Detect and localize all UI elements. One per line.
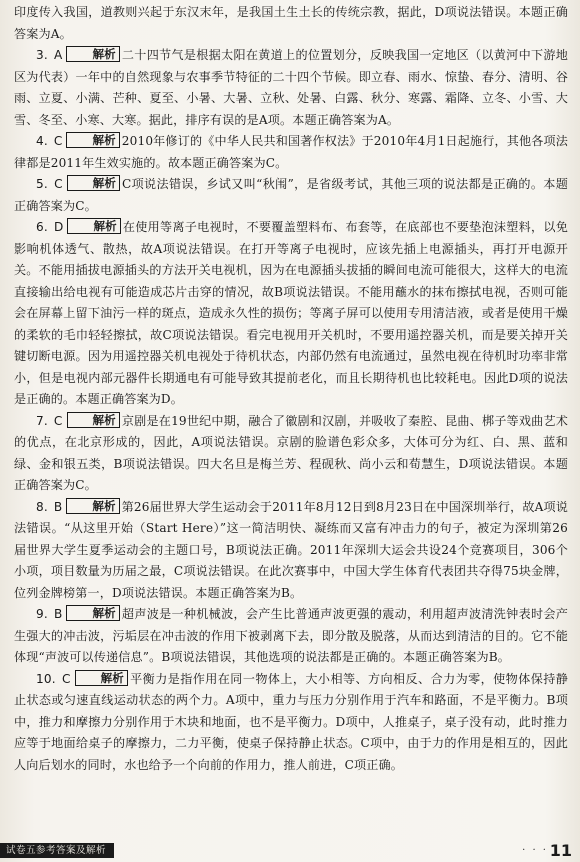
explanation-item xyxy=(14,174,568,217)
explanation-item xyxy=(14,669,568,777)
answer-letter: B xyxy=(53,499,63,514)
question-number: 8. xyxy=(36,499,48,514)
explanation-item xyxy=(14,217,568,411)
explanation-text: 在使用等离子电视时，不要覆盖塑料布、布套等，在底部也不要垫泡沫塑料，以免影响机体透气、散热，故A项说法错误。在打开等离子电视时，应该先插上电源插头，再打开电源开关。不能用插拔电源插头的方法开关电视机，因为在电源插头拔插的瞬间电流可能很大，这样大的电流直接输出给电视有可能造成芯片击穿的情况，故B项说法错误。不能用蘸水的抹布擦拭电视，否则可能会在屏幕上留下油污一样的斑点，造成永久性的损伤；等离子屏可以使用专用清洁液，或者是使用干燥的柔软的毛巾轻轻擦拭，故C项说法错误。看完电视用开关机时，不要用遥控器关机，而是要关掉开关键切断电源。因为用遥控器关机电视处于待机状态，内部仍然有电流通过，虽然电视在待机时功率非常小，但是电视内部元器件长期通电有可能导致其提前老化，而且长期待机也比较耗电。因此D项的说法是正确的。本题正确答案为D。 xyxy=(14,220,568,406)
answer-letter: A xyxy=(54,48,63,62)
analysis-tag: 解析 xyxy=(67,412,120,428)
explanation-text: C项说法错误，乡试又叫“秋闱”，是省级考试，其他三项的说法都是正确的。本题正确答案为C。 xyxy=(14,177,569,213)
answer-letter: D xyxy=(53,220,64,234)
question-number: 6. xyxy=(36,220,48,234)
explanation-item xyxy=(14,131,568,174)
explanation-item xyxy=(14,604,568,669)
continued-paragraph: 印度传入我国，道教则兴起于东汉末年，是我国土生土长的传统宗教，据此，D项说法错误。本题正确答案为A。 xyxy=(14,5,568,41)
page-footer xyxy=(0,836,580,862)
answer-explanations xyxy=(14,2,568,776)
answer-letter: C xyxy=(53,413,63,428)
analysis-tag: 解析 xyxy=(67,175,120,191)
analysis-tag: 解析 xyxy=(66,498,119,514)
answer-letter: C xyxy=(54,177,63,191)
explanation-text: 京剧是在19世纪中期，融合了徽剧和汉剧，并吸收了秦腔、昆曲、梆子等戏曲艺术的优点，在北京形成的，因此，A项说法错误。京剧的脸谱色彩众多，大体可分为红、白、黑、蓝和绿、金和银五类，B项说法错误。四大名旦是梅兰芳、程砚秋、尚小云和荀慧生，D项说法错误。本题正确答案为C。 xyxy=(14,413,568,492)
question-number: 7. xyxy=(36,413,48,428)
question-number: 4. xyxy=(36,134,48,148)
analysis-tag: 解析 xyxy=(66,132,119,148)
footer-section-label: 试卷五参考答案及解析 xyxy=(0,843,114,858)
explanation-text: 二十四节气是根据太阳在黄道上的位置划分，反映我国一定地区（以黄河中下游地区为代表）一年中的自然现象与农事季节特征的二十四个节候。即立春、雨水、惊蛰、春分、清明、谷雨、立夏、小满、芒种、夏至、小暑、大暑、立秋、处暑、白露、秋分、寒露、霜降、立冬、小雪、大雪、冬至、小寒、大寒。据此，排序有误的是A项。本题正确答案为A。 xyxy=(14,48,568,127)
explanation-list xyxy=(14,45,568,776)
answer-letter: C xyxy=(61,671,71,686)
explanation-text: 第26届世界大学生运动会于2011年8月12日到8月23日在中国深圳举行，故A项说法错误。“从这里开始（Start Here）”这一简洁明快、凝练而又富有冲击力的句子，被定为深圳第26届世界大学生夏季运动会的主题口号，B项说法正确。2011年深圳大运会共设24个竞赛项目，306个小项，项目数量为历届之最，C项说法错误。在此次赛事中，中国大学生体育代表团共夺得75块金牌，位列金牌榜第一，D项说法错误。本题正确答案为B。 xyxy=(14,499,568,600)
explanation-item xyxy=(14,45,568,131)
analysis-tag: 解析 xyxy=(75,670,128,686)
analysis-tag: 解析 xyxy=(67,218,120,234)
explanation-text: 平衡力是指作用在同一物体上，大小相等、方向相反、合力为零，使物体保持静止状态或匀速直线运动状态的两个力。A项中，重力与压力分别作用于汽车和路面，不是平衡力。B项中，推力和摩擦力分别作用于木块和地面，也不是平衡力。D项中，人推桌子，桌子没有动，此时推力应等于地面给桌子的摩擦力，二力平衡，使桌子保持静止状态。C项中，由于力的作用是相互的，因此人向后划水的同时，水也给予一个向前的作用力，推人前进，C项正确。 xyxy=(14,671,568,772)
footer-decoration: · · · xyxy=(522,845,548,856)
page-number: 11 xyxy=(549,841,572,860)
explanation-item xyxy=(14,411,568,497)
analysis-tag: 解析 xyxy=(66,46,119,62)
question-number: 5. xyxy=(36,177,48,191)
question-number: 3. xyxy=(36,48,48,62)
analysis-tag: 解析 xyxy=(66,605,119,621)
answer-letter: B xyxy=(54,607,63,621)
explanation-item xyxy=(14,497,568,605)
answer-letter: C xyxy=(53,134,63,148)
question-number: 9. xyxy=(36,607,48,621)
question-number: 10. xyxy=(36,671,56,686)
explanation-text: 2010年修订的《中华人民共和国著作权法》于2010年4月1日起施行，其他各项法律都是2011年生效实施的。故本题正确答案为C。 xyxy=(14,134,568,170)
explanation-text: 超声波是一种机械波，会产生比普通声波更强的震动，利用超声波清洗钟表时会产生强大的冲击波，污垢层在冲击波的作用下被剥离下去，即分散及脱落，从而达到清洁的目的。它不能体现“声波可以传递信息”。B项说法错误，其他选项的说法都是正确的。本题正确答案为B。 xyxy=(14,607,568,664)
